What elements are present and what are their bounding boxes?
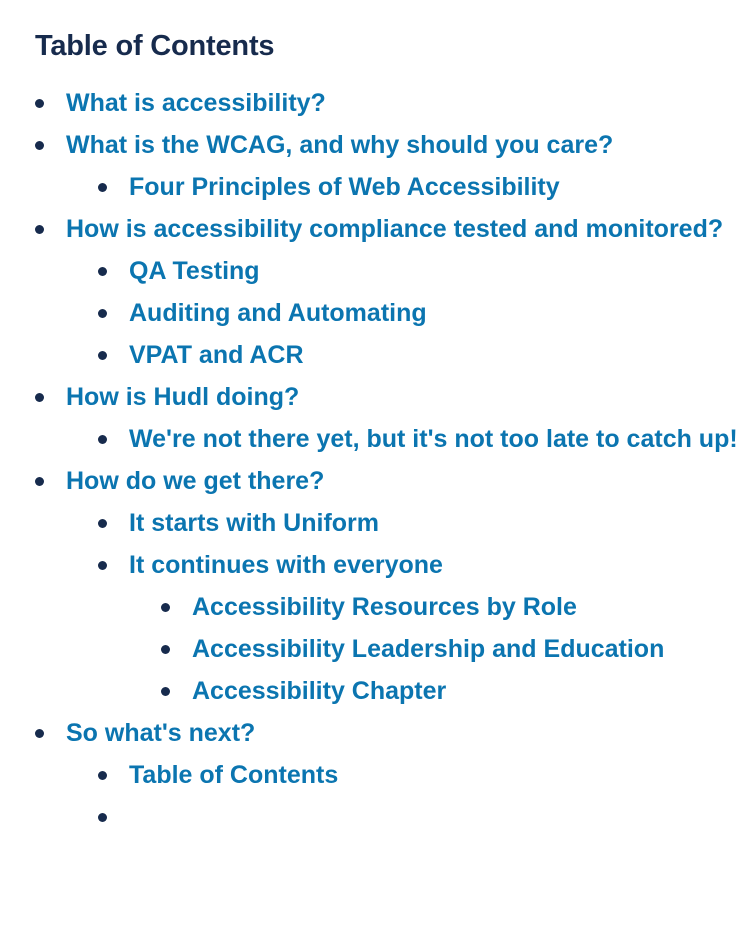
toc-link[interactable]: Accessibility Chapter: [192, 677, 447, 705]
toc-link[interactable]: We're not there yet, but it's not too late to catch up!: [129, 425, 738, 453]
toc-link[interactable]: Auditing and Automating: [129, 299, 427, 327]
toc-link[interactable]: What is accessibility?: [66, 89, 326, 117]
toc-item-four-principles-of-web-accessibility: [98, 166, 748, 208]
toc-item-empty: [98, 796, 748, 838]
toc-item-accessibility-chapter: [161, 670, 748, 712]
toc-sublist: [98, 418, 748, 460]
bullet-icon: [35, 99, 44, 108]
toc-item-how-do-we-get-there: [35, 460, 748, 712]
toc-link[interactable]: How is accessibility compliance tested and monitored?: [66, 215, 724, 243]
bullet-icon: [98, 561, 107, 570]
bullet-icon: [35, 729, 44, 738]
toc-link[interactable]: What is the WCAG, and why should you care?: [66, 131, 614, 159]
bullet-icon: [35, 225, 44, 234]
toc-item-we-re-not-there-yet-but-it-s-not-too-late-to-catch-up: [98, 418, 748, 460]
toc-link[interactable]: Accessibility Leadership and Education: [192, 635, 665, 663]
bullet-icon: [35, 393, 44, 402]
toc-link[interactable]: QA Testing: [129, 257, 260, 285]
toc-sublist: [161, 586, 748, 712]
toc-item-table-of-contents: [98, 754, 748, 796]
toc-list: [35, 82, 748, 838]
toc-item-accessibility-resources-by-role: [161, 586, 748, 628]
toc-link[interactable]: Accessibility Resources by Role: [192, 593, 577, 621]
bullet-icon: [161, 645, 170, 654]
toc-item-accessibility-leadership-and-education: [161, 628, 748, 670]
toc-link[interactable]: How do we get there?: [66, 467, 325, 495]
toc-item-qa-testing: [98, 250, 748, 292]
toc-link[interactable]: It starts with Uniform: [129, 509, 380, 537]
bullet-icon: [98, 771, 107, 780]
toc-link[interactable]: So what's next?: [66, 719, 256, 747]
toc-link[interactable]: Table of Contents: [129, 761, 339, 789]
bullet-icon: [98, 351, 107, 360]
toc-item-vpat-and-acr: [98, 334, 748, 376]
bullet-icon: [98, 309, 107, 318]
toc-link[interactable]: VPAT and ACR: [129, 341, 304, 369]
bullet-icon: [161, 687, 170, 696]
toc-item-it-starts-with-uniform: [98, 502, 748, 544]
bullet-icon: [98, 519, 107, 528]
bullet-icon: [35, 477, 44, 486]
toc-sublist: [98, 754, 748, 838]
bullet-icon: [98, 435, 107, 444]
bullet-icon: [161, 603, 170, 612]
toc-item-what-is-the-wcag-and-why-should-you-care: [35, 124, 748, 208]
toc-link[interactable]: It continues with everyone: [129, 551, 443, 579]
toc-sublist: [98, 166, 748, 208]
toc-link[interactable]: Four Principles of Web Accessibility: [129, 173, 560, 201]
bullet-icon: [98, 183, 107, 192]
toc-item-how-is-accessibility-compliance-tested-and-monitored: [35, 208, 748, 376]
bullet-icon: [98, 813, 107, 822]
toc-link[interactable]: How is Hudl doing?: [66, 383, 300, 411]
bullet-icon: [98, 267, 107, 276]
toc-sublist: [98, 250, 748, 376]
toc-sublist: [98, 502, 748, 712]
toc-title: Table of Contents: [35, 30, 275, 62]
toc-item-it-continues-with-everyone: [98, 544, 748, 712]
toc-item-what-is-accessibility: [35, 82, 748, 124]
toc-item-so-what-s-next: [35, 712, 748, 838]
toc-item-how-is-hudl-doing: [35, 376, 748, 460]
bullet-icon: [35, 141, 44, 150]
toc-item-auditing-and-automating: [98, 292, 748, 334]
